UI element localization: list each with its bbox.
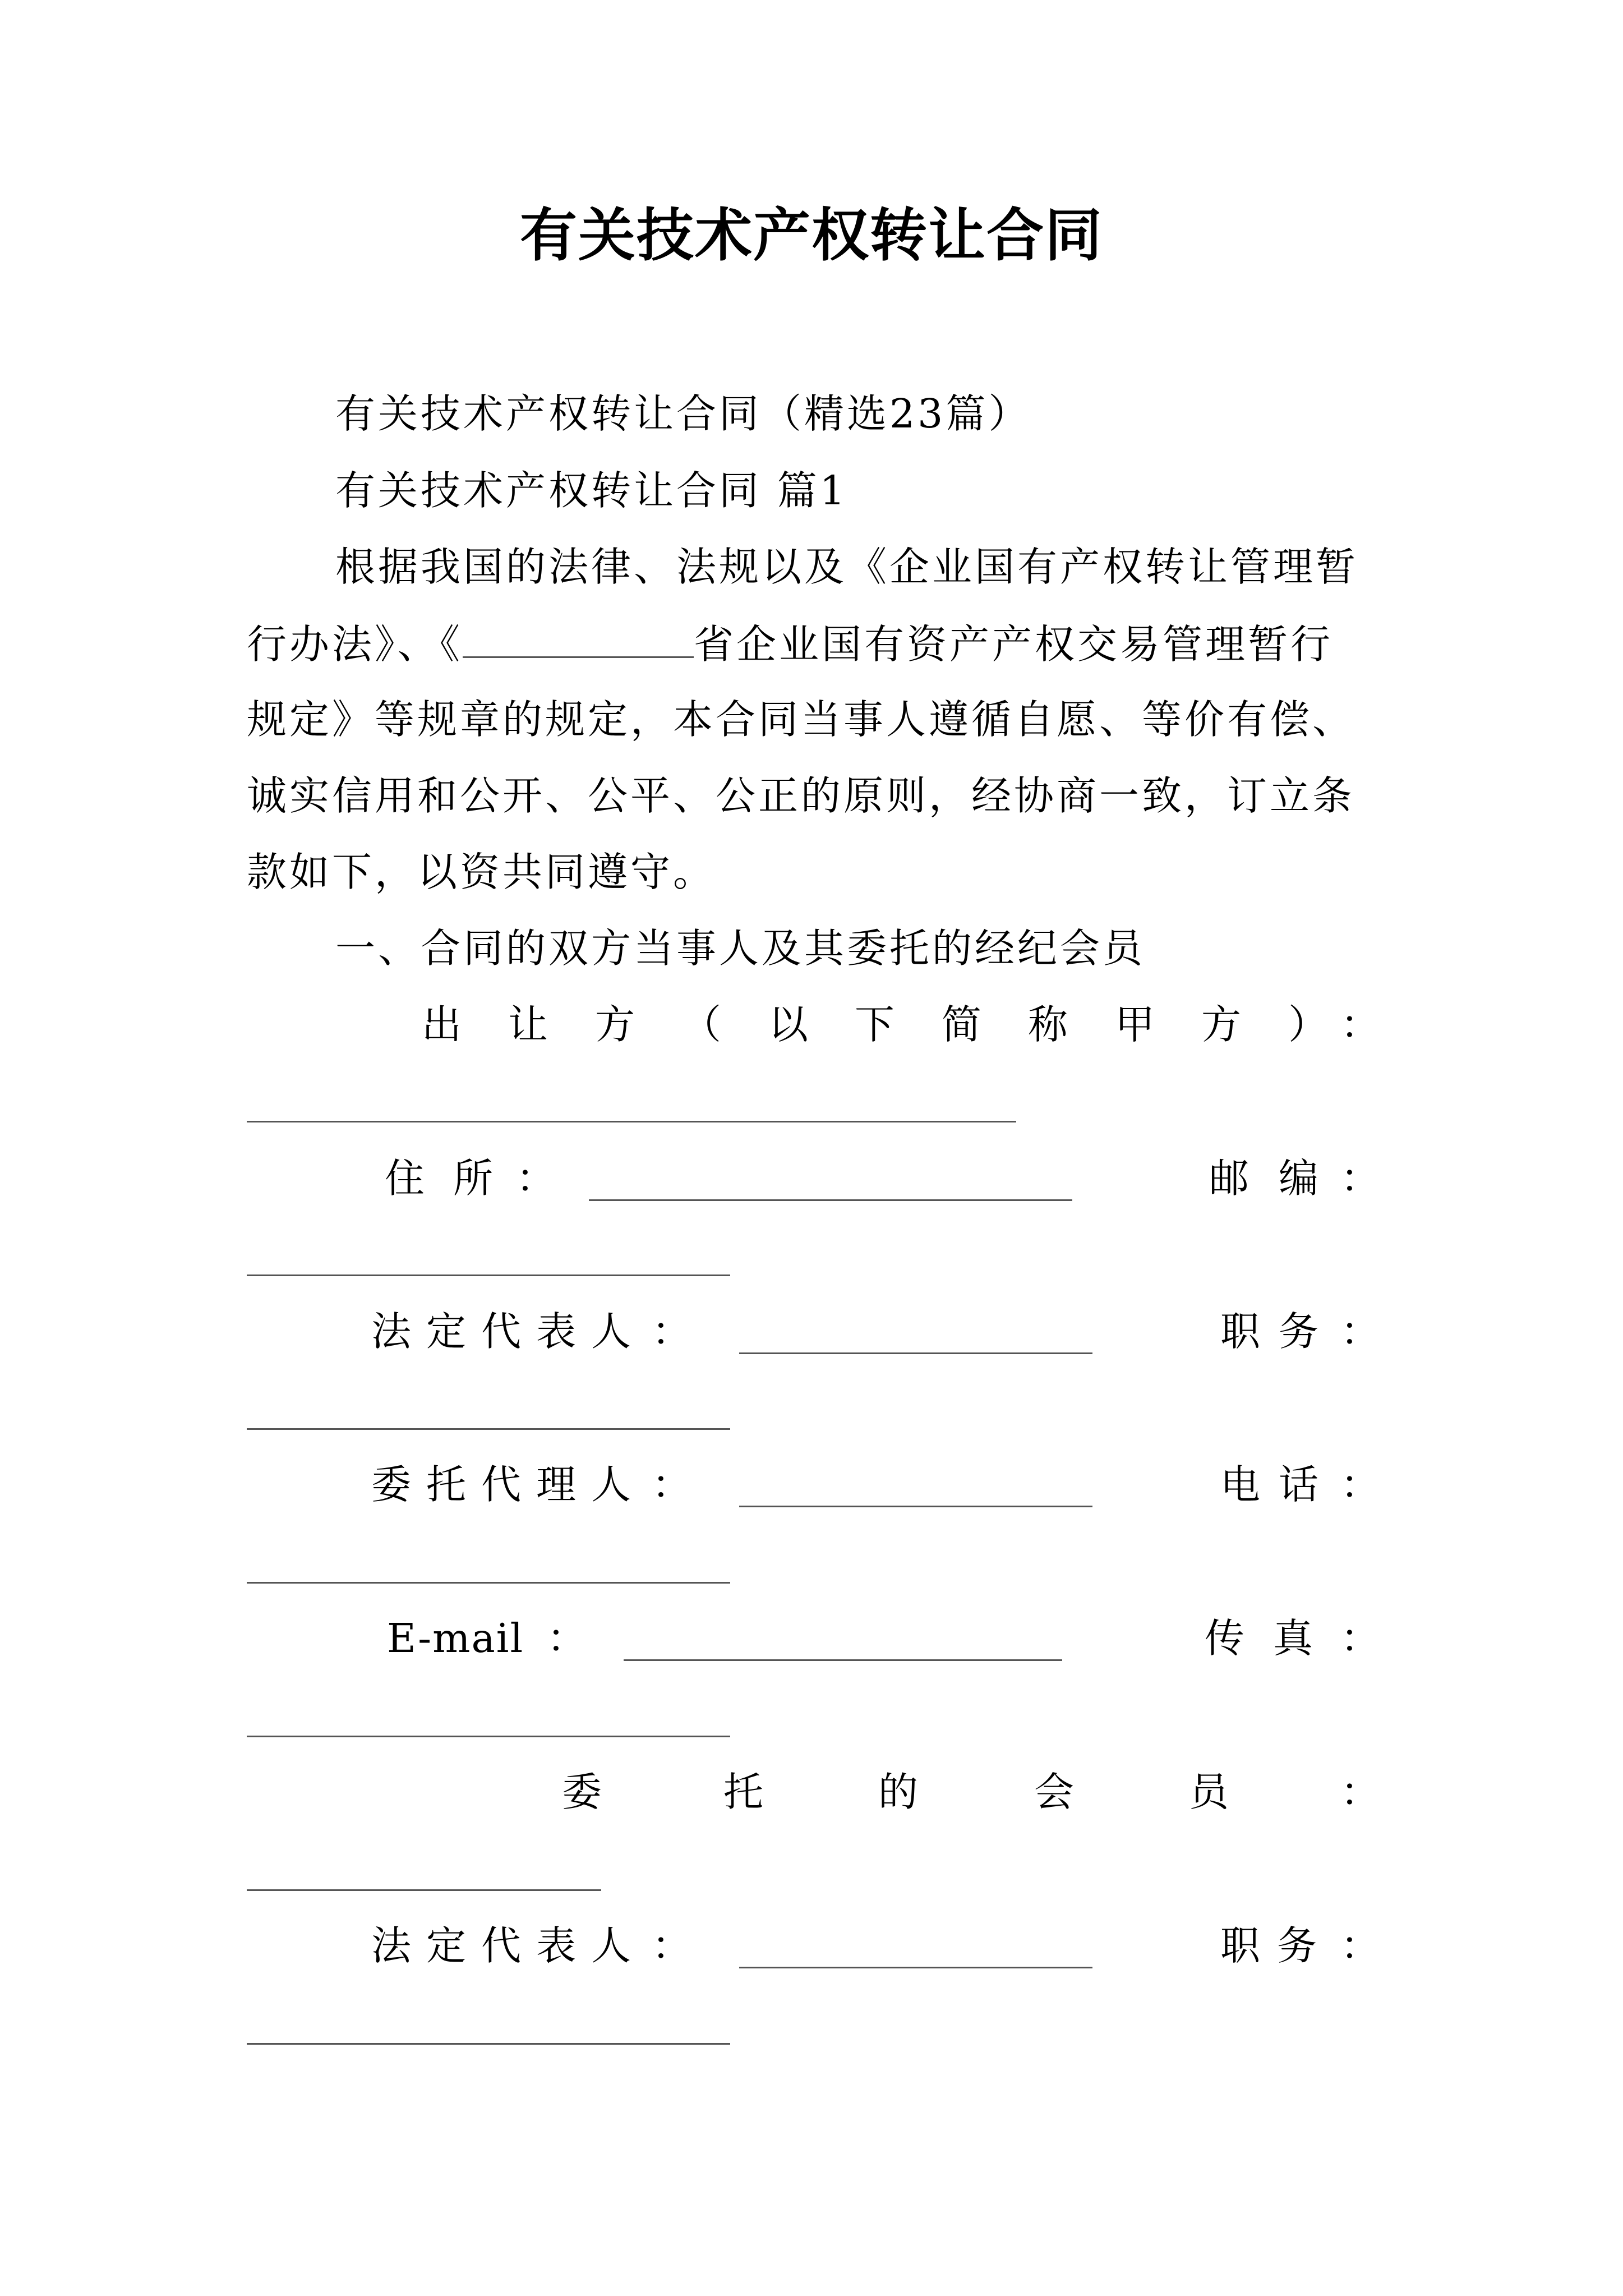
label-char: 编 (1279, 1155, 1319, 1202)
label-char: 代 (481, 1308, 522, 1355)
label-char: ： (652, 1922, 692, 1969)
label-char: 法 (371, 1308, 412, 1355)
legal-rep-blank-2[interactable] (739, 1967, 1092, 1968)
position-blank-2[interactable] (247, 2043, 730, 2045)
transferor-blank[interactable] (247, 1121, 1016, 1122)
transferor-label (0, 1001, 1623, 1049)
label-char: 理 (536, 1461, 577, 1508)
document-subtitle: 有关技术产权转让合同（精选23篇） (335, 390, 1031, 437)
label-char: 会 (1034, 1769, 1075, 1815)
label-char: 代 (481, 1461, 522, 1508)
section-heading: 有关技术产权转让合同 篇1 (335, 467, 848, 514)
label-char: 职 (1220, 1308, 1261, 1355)
label-char: 人 (591, 1308, 631, 1355)
label-char: 真 (1273, 1615, 1313, 1662)
label-char: ） (1288, 1001, 1329, 1048)
label-char: ： (1340, 1461, 1381, 1508)
label-char: ： (547, 1615, 587, 1662)
label-char: 委 (371, 1461, 412, 1508)
label-char: ： (652, 1461, 692, 1508)
label-char: 简 (942, 1001, 982, 1048)
member-blank[interactable] (247, 1889, 601, 1891)
legal-rep-row-2 (0, 1922, 1623, 1970)
label-char: 下 (855, 1001, 895, 1048)
paragraph-line: 规定》等规章的规定，本合同当事人遵循自愿、等价有偿、 (247, 696, 1355, 743)
paragraph-line: 诚实信用和公开、公平、公正的原则，经协商一致，订立条 (247, 772, 1355, 819)
label-char: 表 (536, 1308, 577, 1355)
phone-blank[interactable] (247, 1582, 730, 1584)
label-char: 代 (481, 1922, 522, 1969)
label-char: 话 (1279, 1461, 1319, 1508)
label-char: ： (1340, 1308, 1381, 1355)
label-char: 所 (453, 1155, 494, 1202)
label-char: 甲 (1115, 1001, 1155, 1048)
paragraph-line (247, 619, 1333, 669)
address-row (0, 1154, 1623, 1203)
label-char: 托 (723, 1769, 764, 1815)
label-char: 让 (508, 1001, 548, 1048)
position-blank[interactable] (247, 1428, 730, 1430)
label-char: 传 (1205, 1615, 1245, 1662)
label-char: 方 (1201, 1001, 1242, 1048)
email-blank[interactable] (624, 1659, 1062, 1661)
legal-rep-blank[interactable] (739, 1352, 1092, 1354)
label-char: ： (652, 1308, 692, 1355)
label-char: 的 (878, 1769, 919, 1815)
label-char: 以 (768, 1001, 809, 1048)
label-char: 务 (1279, 1308, 1319, 1355)
position-label-2: 职务 (1220, 1922, 1334, 1969)
agent-blank[interactable] (739, 1506, 1092, 1507)
label-char: 人 (591, 1922, 631, 1969)
label-char: ： (516, 1155, 556, 1202)
label-char: ： (1340, 1001, 1381, 1048)
paragraph-text: 行办法》、《 (247, 621, 463, 668)
label-char: 法 (371, 1922, 412, 1969)
clause-heading: 一、合同的双方当事人及其委托的经纪会员 (335, 925, 1146, 972)
label-char: （ (681, 1001, 722, 1048)
label-char: ： (1340, 1615, 1381, 1662)
label-char: 表 (536, 1922, 577, 1969)
label-char: 称 (1028, 1001, 1068, 1048)
label-char: 住 (385, 1155, 425, 1202)
address-blank[interactable] (589, 1199, 1072, 1201)
legal-rep-row (0, 1308, 1623, 1356)
postcode-blank[interactable] (247, 1274, 730, 1276)
label-char: 定 (426, 1922, 467, 1969)
label-char: 人 (591, 1461, 631, 1508)
paragraph-text: 省企业国有资产产权交易管理暂行 (694, 621, 1334, 668)
document-title: 有关技术产权转让合同 (520, 202, 1103, 269)
paragraph-line: 款如下，以资共同遵守。 (247, 849, 716, 895)
fax-blank[interactable] (247, 1736, 730, 1737)
label-char: 邮 (1209, 1155, 1249, 1202)
agent-row (0, 1461, 1623, 1509)
label-char: ： (1340, 1769, 1381, 1815)
label-char: 委 (562, 1769, 602, 1815)
label-char: 方 (595, 1001, 635, 1048)
label-char: 电 (1220, 1461, 1261, 1508)
email-label: E-mail (387, 1615, 524, 1662)
member-row (0, 1768, 1623, 1816)
province-blank[interactable] (463, 619, 694, 658)
label-char: 定 (426, 1308, 467, 1355)
label-char: 出 (422, 1001, 462, 1048)
label-char: ： (1340, 1155, 1381, 1202)
label-char: ： (1340, 1922, 1381, 1969)
label-char: 托 (426, 1461, 467, 1508)
label-char: 员 (1189, 1769, 1229, 1815)
paragraph-line: 根据我国的法律、法规以及《企业国有产权转让管理暂 (335, 544, 1359, 590)
email-row (0, 1614, 1623, 1663)
